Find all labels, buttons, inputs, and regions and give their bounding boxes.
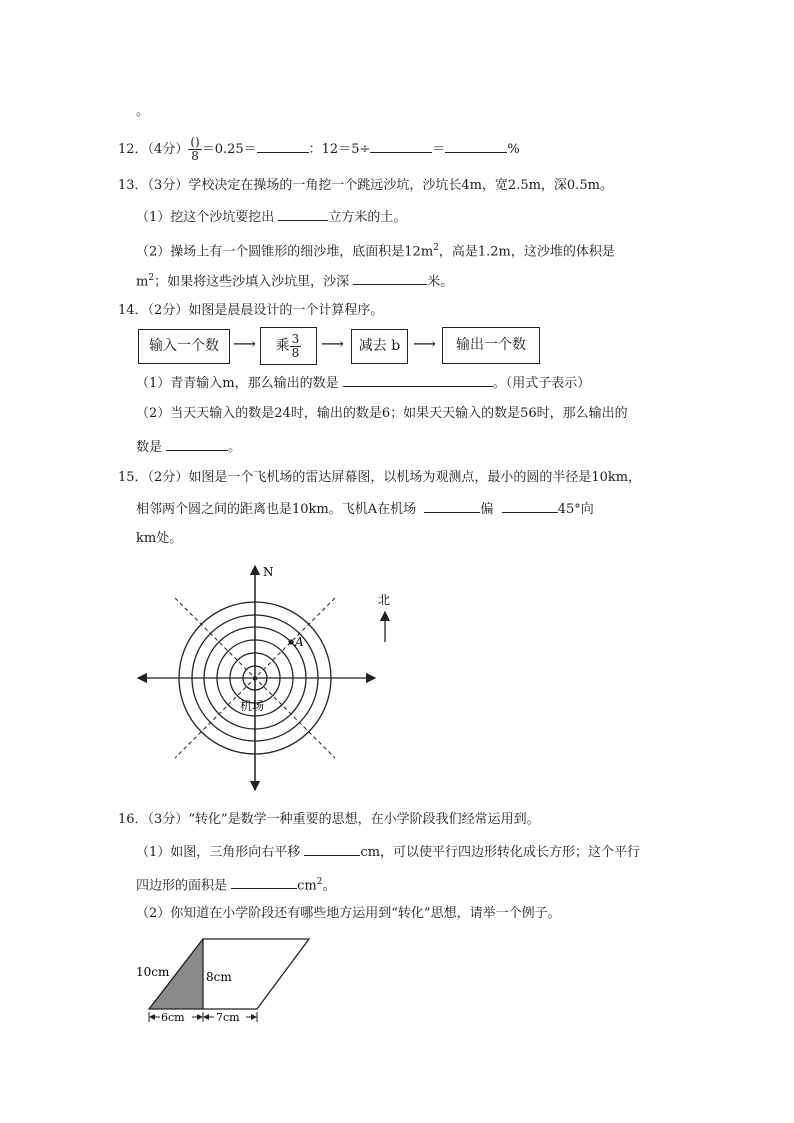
- right-base-label: 7cm: [216, 1011, 240, 1024]
- question-12: 12．（4分） $\frac{()}{8}$ ＝0.25＝ ：12＝5÷ ＝ %: [118, 135, 520, 163]
- q13-blank-2[interactable]: [353, 270, 427, 285]
- flow-arrow-2: ⟶: [321, 334, 344, 353]
- flow-arrow-3: ⟶: [413, 334, 436, 353]
- q16-blank-1[interactable]: [304, 841, 360, 856]
- flow-box-subtract: 减去 b: [351, 329, 408, 364]
- question-15-line-3: km处。: [136, 531, 183, 546]
- side-label: 10cm: [136, 965, 170, 979]
- question-14-part-1: （1）青青输入m，那么输出的数是 。（用式子表示）: [136, 372, 590, 394]
- q12-blank-1[interactable]: [257, 138, 309, 153]
- height-label: 8cm: [206, 970, 232, 984]
- q13-blank-1[interactable]: [278, 206, 328, 221]
- q12-blank-3[interactable]: [445, 138, 507, 153]
- question-14-part-2-line-1: （2）当天天输入的数是24时，输出的数是6；如果天天输入的数是56时，那么输出的: [136, 406, 628, 421]
- q12-fraction: $\frac{()}{8}$: [190, 135, 200, 163]
- left-base-label: 6cm: [161, 1011, 185, 1024]
- compass-north-label: 北: [378, 593, 391, 607]
- north-label: N: [263, 565, 274, 579]
- flow-box-multiply: 乘 $\frac{3}{8}$: [260, 327, 317, 365]
- plane-a-label: A: [295, 635, 304, 649]
- q12-label: 12．（4分）: [118, 142, 189, 157]
- airport-label: 机场: [240, 699, 265, 713]
- flow-box-output: 输出一个数: [442, 327, 540, 364]
- question-16-stem: 16．（3分）“转化”是数学一种重要的思想，在小学阶段我们经常运用到。: [118, 812, 540, 827]
- flow-box-input: 输入一个数: [138, 329, 230, 364]
- q12-blank-2[interactable]: [370, 138, 432, 153]
- parallelogram-figure: [130, 930, 320, 1030]
- q15-blank-direction[interactable]: [424, 498, 480, 513]
- q16-blank-2[interactable]: [231, 874, 297, 889]
- question-15-line-1: 15．（2分）如图是一个飞机场的雷达屏幕图，以机场为观测点，最小的圆的半径是10km，: [118, 470, 642, 485]
- question-13-part-2-line-2: $m^2$；如果将这些沙填入沙坑里，沙深 米。: [136, 268, 453, 292]
- question-13-stem: 13．（3分）学校决定在操场的一角挖一个跳远沙坑，沙坑长4m，宽2.5m，深0.5m。: [118, 178, 613, 193]
- q14-blank-1[interactable]: [343, 372, 493, 387]
- radar-center-dot: [253, 676, 257, 680]
- question-14-stem: 14．（2分）如图是晨晨设计的一个计算程序。: [118, 303, 384, 318]
- plane-a-dot: [288, 639, 293, 644]
- top-period: 。: [136, 104, 150, 119]
- fraction-three-eighths: $\frac{3}{8}$: [291, 331, 300, 360]
- q14-blank-2[interactable]: [166, 436, 228, 451]
- radar-diagram: [130, 560, 410, 795]
- question-16-part-1-line-1: （1）如图，三角形向右平移 cm，可以使平行四边形转化成长方形；这个平行: [136, 841, 640, 863]
- question-16-part-1-line-2: 四边形的面积是 $cm^2$。: [136, 872, 336, 896]
- question-13-part-2-line-1: （2）操场上有一个圆锥形的细沙堆，底面积是$12m^2$，高是1.2m，这沙堆的体积是: [136, 243, 615, 260]
- q15-blank-distance[interactable]: [502, 498, 558, 513]
- question-13-part-1: （1）挖这个沙坑要挖出 立方米的土。: [136, 206, 406, 228]
- question-15-line-2: 相邻两个圆之间的距离也是10km。飞机A在机场 偏 45°向: [136, 498, 594, 520]
- question-14-part-2-line-2: 数是 。: [136, 436, 241, 458]
- flow-arrow-1: ⟶: [233, 334, 256, 353]
- question-16-part-2: （2）你知道在小学阶段还有哪些地方运用到“转化”思想，请举一个例子。: [136, 906, 561, 921]
